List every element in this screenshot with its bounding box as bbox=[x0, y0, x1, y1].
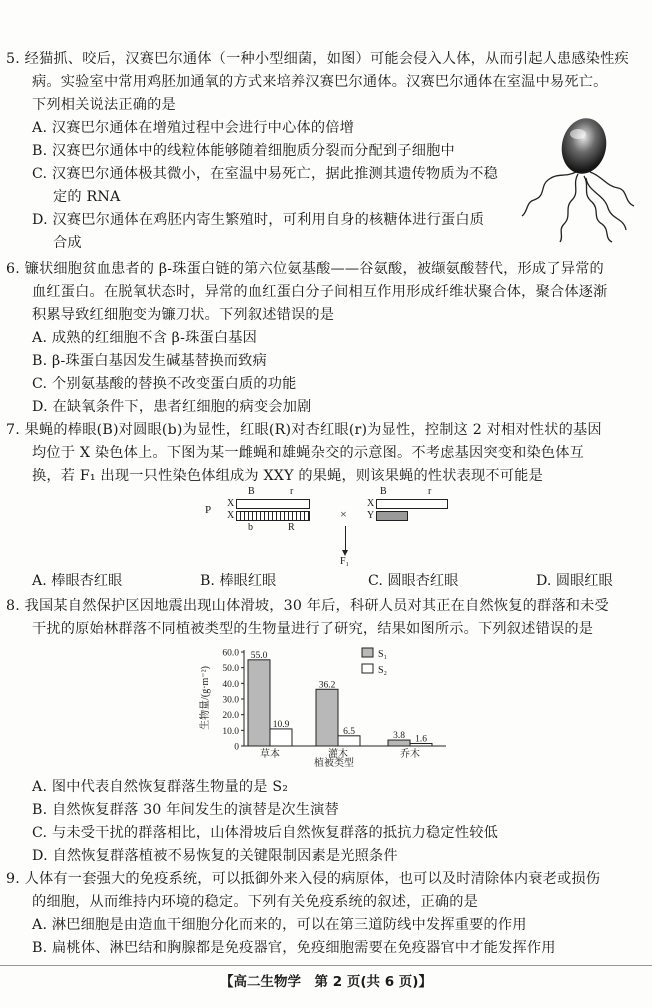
y-tick-label: 30.0 bbox=[222, 695, 239, 706]
bar-value-label: 1.6 bbox=[415, 734, 427, 745]
q8-stem-line-1: 8. 我国某自然保护区因地震出现山体滑坡，30 年后，科研人员对其正在自然恢复的群落和未受 bbox=[6, 598, 609, 614]
q5-option-c-cont: 定的 RNA bbox=[53, 189, 121, 205]
q6-option-a: A. 成熟的红细胞不含 β-珠蛋白基因 bbox=[32, 330, 258, 346]
page-footer: 【高二生物学 第 2 页(共 6 页)】 bbox=[220, 974, 432, 990]
q6-stem-line-2: 血红蛋白。在脱氧状态时，异常的血红蛋白分子间相互作用形成纤维状聚合体，聚合体逐渐 bbox=[32, 284, 608, 300]
y-axis-label: 生物量/(g·m⁻²) bbox=[200, 666, 211, 730]
q5-option-b: B. 汉赛巴尔通体中的线粒体能够随着细胞质分裂而分配到子细胞中 bbox=[32, 143, 455, 159]
arrow-down bbox=[345, 526, 346, 552]
y-tick-label: 40.0 bbox=[222, 679, 239, 690]
q7-stem-line-3: 换，若 F₁ 出现一只性染色体组成为 XXY 的果蝇，则该果蝇的性状表现不可能是 bbox=[32, 468, 543, 484]
chromosome-x-female-1 bbox=[236, 499, 310, 509]
q6-option-d: D. 在缺氧条件下，患者红细胞的病变会加剧 bbox=[32, 399, 312, 415]
bar-s2 bbox=[338, 736, 360, 746]
q6-stem-line-3: 积累导致红细胞变为镰刀状。下列叙述错误的是 bbox=[32, 307, 335, 323]
chromosome-x-female-2 bbox=[236, 511, 310, 521]
bar-value-label: 6.5 bbox=[343, 726, 355, 737]
legend-label: S₁ bbox=[378, 649, 388, 660]
q7-option-d: D. 圆眼红眼 bbox=[536, 573, 613, 589]
label-r-top-female: r bbox=[290, 486, 294, 497]
label-b-top-male: B bbox=[380, 486, 387, 497]
q6-stem-line-1: 6. 镰状细胞贫血患者的 β-珠蛋白链的第六位氨基酸——谷氨酸，被缬氨酸替代，形成了异常的 bbox=[6, 261, 604, 277]
label-x-female-1: X bbox=[227, 498, 235, 509]
q7-stem-line-2: 均位于 X 染色体上。下图为某一雌蝇和雄蝇杂交的示意图。不考虑基因突变和染色体互 bbox=[32, 445, 585, 461]
q5-option-d-cont: 合成 bbox=[53, 235, 82, 251]
chromosome-y-male bbox=[376, 511, 408, 521]
q6-option-b: B. β-珠蛋白基因发生碱基替换而致病 bbox=[32, 353, 267, 369]
q7-option-b: B. 棒眼红眼 bbox=[200, 573, 277, 589]
q5-stem-line-2: 病。实验室中常用鸡胚加通氧的方式来培养汉赛巴尔通体。汉赛巴尔通体在室温中易死亡。 bbox=[32, 74, 608, 90]
flagella bbox=[522, 172, 634, 242]
q7-stem-line-1: 7. 果蝇的棒眼(B)对圆眼(b)为显性，红眼(R)对杏红眼(r)为显性，控制这 2 对相对性状的基因 bbox=[6, 422, 602, 438]
q5-option-c: C. 汉赛巴尔通体极其微小，在室温中易死亡，据此推测其遗传物质为不稳 bbox=[32, 166, 498, 182]
bacterium-cell bbox=[557, 114, 612, 178]
q9-option-a: A. 淋巴细胞是由造血干细胞分化而来的，可以在第三道防线中发挥重要的作用 bbox=[32, 917, 527, 933]
legend-swatch bbox=[362, 664, 373, 673]
label-b-top-female: B bbox=[248, 486, 255, 497]
q5-option-d: D. 汉赛巴尔通体在鸡胚内寄生繁殖时，可利用自身的核糖体进行蛋白质 bbox=[32, 212, 485, 228]
q8-option-a: A. 图中代表自然恢复群落生物量的是 S₂ bbox=[32, 779, 289, 795]
y-tick-label: 0 bbox=[234, 742, 239, 753]
x-tick-label: 乔木 bbox=[400, 749, 420, 760]
bar-value-label: 36.2 bbox=[318, 680, 336, 691]
q9-stem-line-1: 9. 人体有一套强大的免疫系统，可以抵御外来入侵的病原体，也可以及时清除体内衰老或损伤 bbox=[6, 871, 601, 887]
bacterium-image bbox=[520, 112, 640, 244]
bar-s1 bbox=[316, 689, 338, 746]
bar-value-label: 3.8 bbox=[393, 731, 405, 742]
footer-divider bbox=[0, 965, 652, 966]
label-f1: F₁ bbox=[340, 556, 350, 567]
bar-value-label: 10.9 bbox=[272, 719, 290, 730]
cross-symbol: × bbox=[340, 507, 347, 521]
label-R-lower: R bbox=[288, 522, 295, 533]
x-axis-label: 植被类型 bbox=[314, 758, 354, 769]
q8-stem-line-2: 干扰的原始林群落不同植被类型的生物量进行了研究，结果如图所示。下列叙述错误的是 bbox=[32, 621, 594, 637]
q6-option-c: C. 个别氨基酸的替换不改变蛋白质的功能 bbox=[32, 376, 297, 392]
q5-stem-line-3: 下列相关说法正确的是 bbox=[32, 97, 176, 113]
label-b-lower: b bbox=[248, 522, 253, 533]
x-tick-label: 灌木 bbox=[328, 749, 348, 760]
q5-stem-line-1: 5. 经猫抓、咬后，汉赛巴尔通体（一种小型细菌，如图）可能会侵入人体，从而引起人患感染性疾 bbox=[6, 51, 629, 67]
chromosome-x-male bbox=[376, 499, 448, 509]
bar-s1 bbox=[248, 660, 270, 746]
legend-swatch bbox=[362, 648, 373, 657]
q7-option-a: A. 棒眼杏红眼 bbox=[32, 573, 123, 589]
label-y-male: Y bbox=[367, 510, 375, 521]
label-r-top-male: r bbox=[428, 486, 432, 497]
y-tick-label: 50.0 bbox=[222, 664, 239, 675]
label-x-female-2: X bbox=[227, 510, 235, 521]
bar-value-label: 55.0 bbox=[250, 650, 268, 661]
q9-option-b: B. 扁桃体、淋巴结和胸腺都是免疫器官，免疫细胞需要在免疫器官中才能发挥作用 bbox=[32, 940, 556, 956]
q8-option-d: D. 自然恢复群落植被不易恢复的关键限制因素是光照条件 bbox=[32, 848, 398, 864]
label-p: P bbox=[205, 504, 212, 516]
x-tick-label: 草本 bbox=[260, 749, 280, 760]
y-tick-label: 60.0 bbox=[222, 648, 239, 659]
label-x-male: X bbox=[367, 498, 375, 509]
q5-option-a: A. 汉赛巴尔通体在增殖过程中会进行中心体的倍增 bbox=[32, 120, 355, 136]
y-tick-label: 20.0 bbox=[222, 711, 239, 722]
legend-label: S₂ bbox=[378, 665, 388, 676]
y-tick-label: 10.0 bbox=[222, 726, 239, 737]
q8-option-c: C. 与未受干扰的群落相比，山体滑坡后自然恢复群落的抵抗力稳定性较低 bbox=[32, 825, 498, 841]
bar-s2 bbox=[270, 729, 292, 746]
q7-option-c: C. 圆眼杏红眼 bbox=[368, 573, 459, 589]
cross-diagram bbox=[200, 486, 460, 568]
biomass-bar-chart bbox=[186, 642, 466, 770]
q8-option-b: B. 自然恢复群落 30 年间发生的演替是次生演替 bbox=[32, 802, 339, 818]
q9-stem-line-2: 的细胞，从而维持内环境的稳定。下列有关免疫系统的叙述，正确的是 bbox=[32, 894, 479, 910]
